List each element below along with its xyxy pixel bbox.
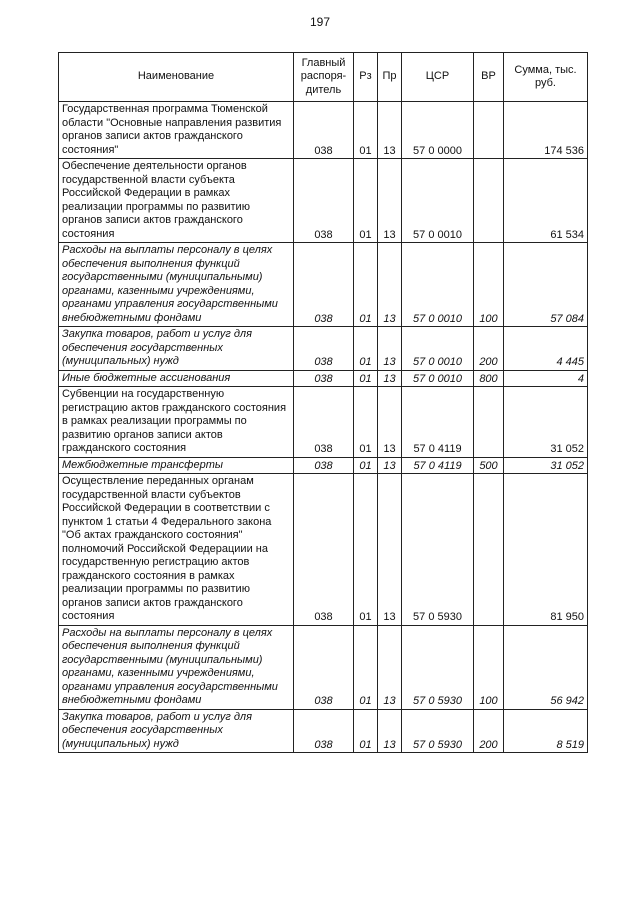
row-pr: 13: [378, 159, 402, 243]
row-vr: 800: [474, 370, 504, 387]
row-grs: 038: [294, 370, 354, 387]
row-csr: 57 0 5930: [402, 625, 474, 709]
budget-table: [58, 52, 588, 753]
row-pr: 13: [378, 243, 402, 327]
row-vr: 200: [474, 327, 504, 371]
row-csr: 57 0 4119: [402, 457, 474, 474]
row-name: Расходы на выплаты персоналу в целях обеспечения выполнения функций государственными (муниципальными) органами, казенными учреждениями, органами управления государственными внебюджетными фондами: [59, 243, 294, 327]
header-grs: Главный распоря-дитель: [294, 53, 354, 102]
header-name: Наименование: [59, 53, 294, 102]
header-pr: Пр: [378, 53, 402, 102]
row-csr: 57 0 0010: [402, 243, 474, 327]
row-vr: 100: [474, 625, 504, 709]
row-sum: 81 950: [504, 474, 588, 626]
row-name: Обеспечение деятельности органов государственной власти субъекта Российской Федерации в рамках реализации программы по развитию органов записи актов гражданского состояния: [59, 159, 294, 243]
table-row: [59, 370, 588, 387]
row-grs: 038: [294, 625, 354, 709]
row-name: Закупка товаров, работ и услуг для обеспечения государственных (муниципальных) нужд: [59, 327, 294, 371]
row-grs: 038: [294, 457, 354, 474]
row-name: Осуществление переданных органам государственной власти субъектов Российской Федерации в соответствии с пунктом 1 статьи 4 Федерального закона "Об актах гражданского состояния" полномочий Российской Федерациии на государственную регистрацию актов гражданского состояния в рамках реализации программы по развитию органов записи актов гражданского состояния: [59, 474, 294, 626]
row-name: Закупка товаров, работ и услуг для обеспечения государственных (муниципальных) нужд: [59, 709, 294, 753]
row-csr: 57 0 5930: [402, 709, 474, 753]
row-vr: [474, 387, 504, 458]
row-vr: [474, 102, 504, 159]
row-sum: 4 445: [504, 327, 588, 371]
row-name: Государственная программа Тюменской области "Основные направления развития органов записи актов гражданского состояния": [59, 102, 294, 159]
header-vr: ВР: [474, 53, 504, 102]
row-csr: 57 0 5930: [402, 474, 474, 626]
row-name: Расходы на выплаты персоналу в целях обеспечения выполнения функций государственными (муниципальными) органами, казенными учреждениями, органами управления государственными внебюджетными фондами: [59, 625, 294, 709]
row-rz: 01: [354, 327, 378, 371]
row-sum: 8 519: [504, 709, 588, 753]
row-name: Иные бюджетные ассигнования: [59, 370, 294, 387]
table-row: [59, 327, 588, 371]
row-sum: 61 534: [504, 159, 588, 243]
row-rz: 01: [354, 102, 378, 159]
table-row: [59, 387, 588, 458]
row-csr: 57 0 0000: [402, 102, 474, 159]
row-name: Субвенции на государственную регистрацию актов гражданского состояния в рамках реализации программы по развитию органов записи актов гражданского состояния: [59, 387, 294, 458]
header-sum: Сумма, тыс. руб.: [504, 53, 588, 102]
row-rz: 01: [354, 243, 378, 327]
row-csr: 57 0 0010: [402, 159, 474, 243]
row-pr: 13: [378, 327, 402, 371]
header-rz: Рз: [354, 53, 378, 102]
row-grs: 038: [294, 102, 354, 159]
row-sum: 4: [504, 370, 588, 387]
row-rz: 01: [354, 457, 378, 474]
table-row: [59, 159, 588, 243]
row-pr: 13: [378, 625, 402, 709]
row-sum: 174 536: [504, 102, 588, 159]
row-pr: 13: [378, 709, 402, 753]
row-grs: 038: [294, 474, 354, 626]
row-grs: 038: [294, 387, 354, 458]
page-number: 197: [309, 15, 331, 29]
row-csr: 57 0 4119: [402, 387, 474, 458]
row-grs: 038: [294, 159, 354, 243]
row-grs: 038: [294, 243, 354, 327]
row-pr: 13: [378, 457, 402, 474]
row-vr: 500: [474, 457, 504, 474]
row-pr: 13: [378, 102, 402, 159]
row-rz: 01: [354, 709, 378, 753]
table-row: [59, 709, 588, 753]
row-vr: [474, 474, 504, 626]
row-pr: 13: [378, 370, 402, 387]
row-grs: 038: [294, 709, 354, 753]
row-csr: 57 0 0010: [402, 370, 474, 387]
table-row: [59, 457, 588, 474]
row-sum: 31 052: [504, 387, 588, 458]
row-rz: 01: [354, 159, 378, 243]
row-rz: 01: [354, 474, 378, 626]
table-row: [59, 625, 588, 709]
row-csr: 57 0 0010: [402, 327, 474, 371]
table-row: [59, 102, 588, 159]
row-vr: 200: [474, 709, 504, 753]
row-rz: 01: [354, 625, 378, 709]
row-pr: 13: [378, 474, 402, 626]
table-row: [59, 243, 588, 327]
row-rz: 01: [354, 387, 378, 458]
row-pr: 13: [378, 387, 402, 458]
row-sum: 56 942: [504, 625, 588, 709]
table-row: [59, 474, 588, 626]
row-vr: 100: [474, 243, 504, 327]
row-sum: 31 052: [504, 457, 588, 474]
row-vr: [474, 159, 504, 243]
header-csr: ЦСР: [402, 53, 474, 102]
row-rz: 01: [354, 370, 378, 387]
row-sum: 57 084: [504, 243, 588, 327]
row-name: Межбюджетные трансферты: [59, 457, 294, 474]
row-grs: 038: [294, 327, 354, 371]
table-header-row: [59, 53, 588, 102]
